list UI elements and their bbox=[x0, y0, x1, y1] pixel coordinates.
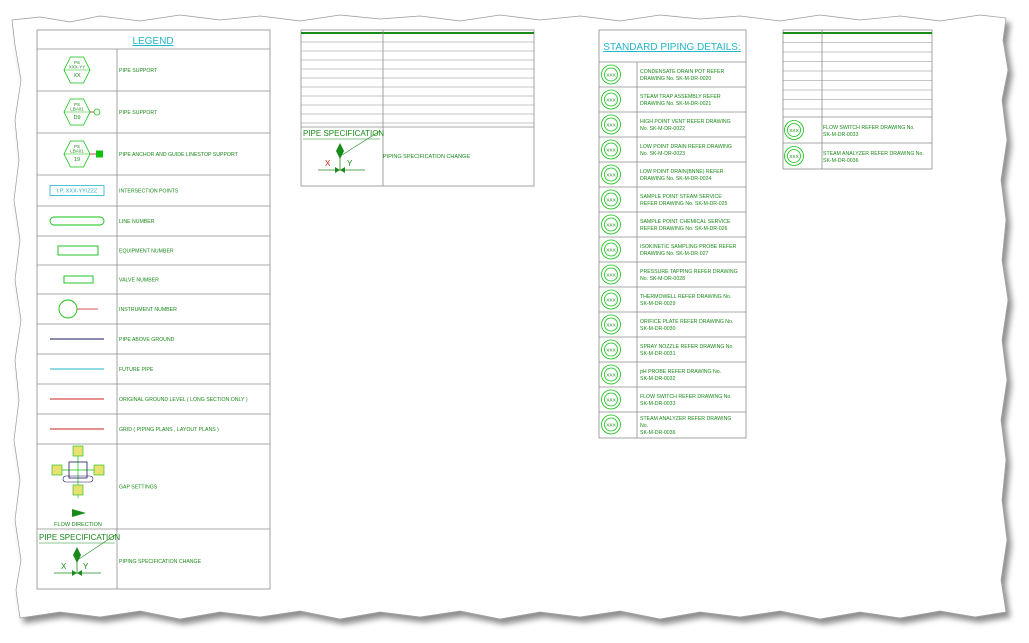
right-line1: FLOW SWITCH REFER DRAWING No. bbox=[823, 125, 915, 131]
detail-symbol-text: XXX bbox=[606, 173, 616, 179]
detail-line1: SAMPLE POINT CHEMICAL SERVICE bbox=[640, 219, 731, 225]
legend-label: GRID ( PIPING PLANS , LAYOUT PLANS ) bbox=[119, 427, 219, 433]
spec-y-label: Y bbox=[347, 159, 353, 168]
paper-sheet bbox=[12, 15, 1008, 619]
legend-label: LINE NUMBER bbox=[119, 219, 155, 225]
legend-label: GAP SETTINGS bbox=[119, 484, 158, 491]
legend-label: PIPE SUPPORT bbox=[119, 110, 158, 116]
flow-direction-label: FLOW DIRECTION bbox=[54, 522, 102, 528]
details-title: STANDARD PIPING DETAILS: bbox=[603, 42, 741, 53]
legend-label: INSTRUMENT NUMBER bbox=[119, 307, 177, 313]
detail-line2: DRAWING No. SK-M-DR-0021 bbox=[640, 101, 712, 107]
detail-line2: SK-M-DR-0030 bbox=[640, 326, 676, 332]
gap-marker-icon bbox=[73, 446, 83, 456]
detail-line2: No. SK-M-DR-0023 bbox=[640, 151, 685, 157]
legend-label: PIPE ANCHOR AND GUIDE LINESTOP SUPPORT bbox=[119, 152, 238, 158]
detail-line2: DRAWING No. SK-M-DR-0024 bbox=[640, 176, 712, 182]
spec-title: PIPE SPECIFICATION bbox=[303, 129, 385, 138]
spec-x-label: X bbox=[325, 159, 331, 168]
tag-mid: XXX-YY bbox=[68, 64, 86, 70]
right-line2: SK-M-DR-0033 bbox=[823, 132, 859, 138]
detail-line1: THERMOWELL REFER DRAWING No. bbox=[640, 294, 732, 300]
detail-line1: SPRAY NOZZLE REFER DRAWING No. bbox=[640, 344, 734, 350]
detail-symbol-text: XXX bbox=[606, 148, 616, 154]
spec-change-label: PIPING SPECIFICATION CHANGE bbox=[383, 154, 470, 160]
detail-symbol-text: XXX bbox=[606, 248, 616, 254]
gap-marker-icon bbox=[52, 465, 62, 475]
anchor-square-icon bbox=[96, 151, 103, 158]
detail-symbol-text: XXX bbox=[606, 348, 616, 354]
detail-line2: No. SK-M-DR-0028 bbox=[640, 276, 685, 282]
tag-mid: LBA01 bbox=[70, 106, 84, 112]
tag-bot: D9 bbox=[73, 115, 81, 121]
legend-label: EQUIPMENT NUMBER bbox=[119, 248, 174, 255]
detail-symbol-text: XXX bbox=[606, 398, 616, 404]
tag-bot: 19 bbox=[73, 157, 81, 163]
right-symbol-text: XXX bbox=[789, 154, 799, 160]
detail-symbol-text: XXX bbox=[606, 223, 616, 229]
detail-symbol-text: XXX bbox=[606, 73, 616, 79]
detail-symbol-text: XXX bbox=[606, 98, 616, 104]
legend-label: PIPING SPECIFICATION CHANGE bbox=[119, 559, 202, 565]
detail-line3: SK-M-DR-0036 bbox=[640, 430, 676, 436]
legend-label: FUTURE PIPE bbox=[119, 367, 154, 373]
detail-symbol-text: XXX bbox=[606, 323, 616, 329]
right-line2: SK-M-DR-0036 bbox=[823, 158, 859, 164]
detail-line2: SK-M-DR-0033 bbox=[640, 401, 676, 407]
detail-line1: STEAM ANALYZER REFER DRAWING bbox=[640, 416, 732, 422]
tag-top: PS bbox=[73, 102, 81, 107]
detail-symbol-text: XXX bbox=[606, 198, 616, 204]
tag-top: PS bbox=[73, 60, 81, 65]
right-line1: STEAM ANALYZER REFER DRAWING No. bbox=[823, 151, 924, 157]
detail-line1: PRESSURE TAPPING REFER DRAWING bbox=[640, 269, 738, 275]
detail-line2: REFER DRAWING No. SK-M-DR-026 bbox=[640, 226, 728, 232]
detail-line2: No. bbox=[640, 423, 649, 429]
legend-label: ORIGINAL GROUND LEVEL ( LONG SECTION ONLY ) bbox=[119, 397, 248, 403]
tag-top: PS bbox=[73, 144, 81, 149]
detail-line1: ISOKINETIC SAMPLING PROBE REFER bbox=[640, 244, 737, 250]
detail-line1: pH PROBE REFER DRAWING No. bbox=[640, 369, 722, 375]
detail-line2: DRAWING No. SK-M-DR-0020 bbox=[640, 76, 712, 82]
detail-line1: HIGH POINT VENT REFER DRAWING bbox=[640, 119, 731, 125]
detail-line2: REFER DRAWING No. SK-M-DR-025 bbox=[640, 201, 728, 207]
legend-label: INTERSECTION POINTS bbox=[119, 188, 179, 195]
detail-symbol-text: XXX bbox=[606, 373, 616, 379]
detail-line1: LOW POINT DRAIN(BNNE) REFER bbox=[640, 169, 724, 175]
tag-bot: XX bbox=[73, 73, 81, 79]
legend-spec-title: PIPE SPECIFICATION bbox=[39, 533, 121, 542]
detail-symbol-text: XXX bbox=[606, 273, 616, 279]
right-symbol-text: XXX bbox=[789, 128, 799, 134]
legend-title: LEGEND bbox=[132, 36, 174, 47]
legend-label: PIPE SUPPORT bbox=[119, 68, 158, 74]
detail-symbol-text: XXX bbox=[606, 298, 616, 304]
detail-symbol-text: XXX bbox=[606, 423, 616, 429]
detail-line2: SK-M-DR-0031 bbox=[640, 351, 676, 357]
detail-line1: LOW POINT DRAIN REFER DRAWING bbox=[640, 144, 732, 150]
detail-line2: SK-M-DR-0029 bbox=[640, 301, 676, 307]
legend-x-label: X bbox=[61, 562, 67, 571]
detail-line2: SK-M-DR-0032 bbox=[640, 376, 676, 382]
legend-label: VALVE NUMBER bbox=[119, 277, 159, 284]
detail-line1: CONDENSATE DRAIN POT REFER bbox=[640, 69, 725, 75]
legend-label: PIPE ABOVE GROUND bbox=[119, 337, 175, 343]
intersection-point-tag: I.P. XXX-YY/ZZZ bbox=[56, 188, 98, 195]
detail-line1: SAMPLE POINT STEAM SERVICE bbox=[640, 194, 722, 200]
detail-line1: ORIFICE PLATE REFER DRAWING No. bbox=[640, 319, 734, 325]
detail-line2: DRAWING No. SK-M-DR-027 bbox=[640, 251, 709, 257]
detail-symbol-text: XXX bbox=[606, 123, 616, 129]
tag-mid: LBA01 bbox=[70, 148, 84, 154]
gap-marker-icon bbox=[73, 485, 83, 495]
detail-line1: STEAM TRAP ASSEMBLY REFER bbox=[640, 94, 721, 100]
legend-y-label: Y bbox=[83, 562, 89, 571]
detail-line2: No. SK-M-DR-0022 bbox=[640, 126, 685, 132]
detail-line1: FLOW SWITCH REFER DRAWING No. bbox=[640, 394, 732, 400]
gap-marker-icon bbox=[94, 465, 104, 475]
